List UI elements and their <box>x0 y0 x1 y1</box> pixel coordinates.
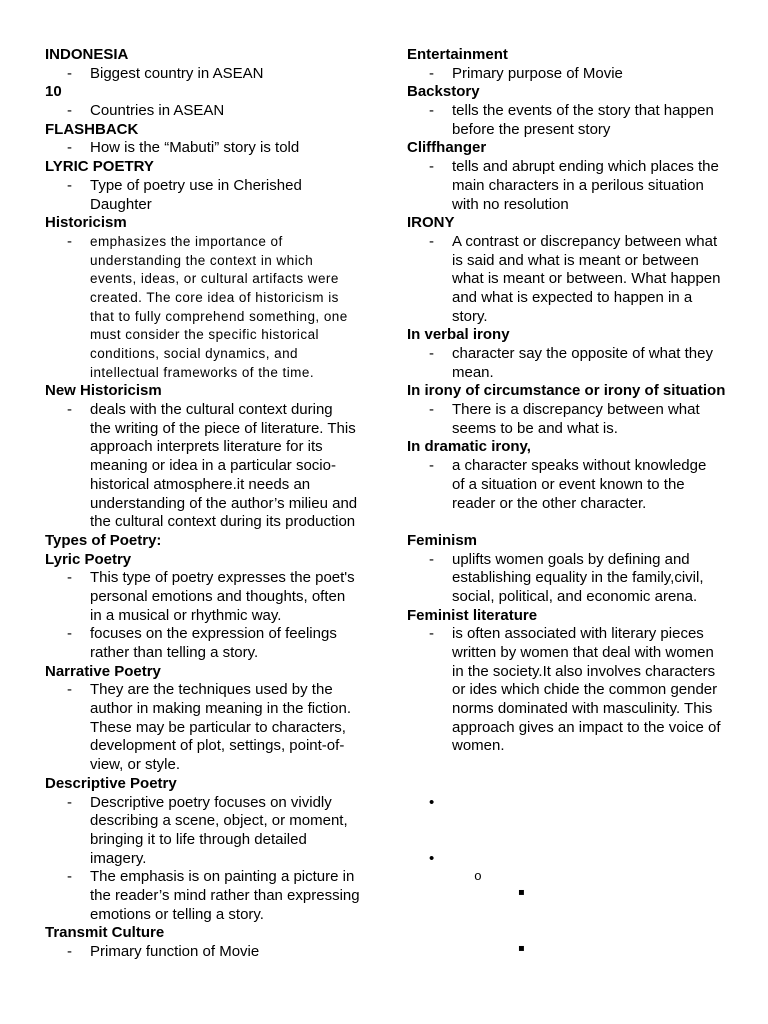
term-narrative-poetry: Narrative Poetry <box>45 662 161 680</box>
definition-text: imagery. <box>90 849 147 867</box>
entry-lyric-poetry <box>45 158 385 214</box>
definition-line <box>45 476 385 495</box>
term-cliffhanger: Cliffhanger <box>407 139 487 157</box>
definition-line <box>45 326 385 345</box>
definition-text: conditions, social dynamics, and <box>90 346 299 361</box>
definition-text: development of plot, settings, point-of- <box>90 737 345 755</box>
definition-line <box>407 569 752 588</box>
definition-line <box>45 569 385 588</box>
definition-text: focuses on the expression of feelings <box>90 625 337 643</box>
definition-text: Daughter <box>90 195 152 213</box>
dash-marker: - <box>67 681 72 699</box>
definition-text: deals with the cultural context during <box>90 401 333 419</box>
entry-types-of-poetry <box>45 532 385 551</box>
dash-marker: - <box>67 64 72 82</box>
definition-item <box>45 65 385 84</box>
bullet-marker: ▪ <box>518 886 525 898</box>
dash-marker: - <box>67 176 72 194</box>
blank-paragraph <box>407 756 752 775</box>
empty-bullet-item <box>407 794 752 813</box>
definition-text: created. The core idea of historicism is <box>90 289 339 305</box>
definition-text: This type of poetry expresses the poet's <box>90 569 355 587</box>
definition-item <box>45 102 385 121</box>
empty-bullet-item <box>407 868 752 887</box>
definition-line <box>407 588 752 607</box>
empty-line <box>407 831 752 850</box>
definition-line <box>407 177 752 196</box>
term-feminism: Feminism <box>407 531 478 549</box>
definition-line <box>407 158 752 177</box>
definition-line <box>45 233 385 252</box>
definition-text: intellectual frameworks of the time. <box>90 364 315 380</box>
term-indonesia: INDONESIA <box>45 46 129 63</box>
definition-text: understanding of the author’s milieu and <box>90 494 358 512</box>
definition-text: the writing of the piece of literature. This <box>90 419 356 437</box>
dash-marker: - <box>67 569 72 587</box>
definition-line <box>45 700 385 719</box>
definition-line <box>407 719 752 738</box>
definition-item <box>45 625 385 662</box>
definition-text: Primary function of Movie <box>90 943 260 960</box>
dash-marker: - <box>67 943 72 960</box>
definition-line <box>407 663 752 682</box>
entry-in-verbal-irony <box>407 326 752 382</box>
definition-text: approach gives an impact to the voice of <box>452 718 721 736</box>
definition-text: norms dominated with masculinity. This <box>452 700 713 718</box>
definition-line <box>407 102 752 121</box>
definition-text: in a musical or rhythmic way. <box>90 606 282 624</box>
definition-line <box>407 345 752 364</box>
entry-transmit-culture <box>45 924 385 961</box>
dash-marker: - <box>67 401 72 419</box>
definition-line <box>407 364 752 383</box>
term-entertainment: Entertainment <box>407 46 508 63</box>
definition-text: describing a scene, object, or moment, <box>90 812 348 830</box>
definition-line <box>45 102 385 121</box>
term-flashback: FLASHBACK <box>45 120 139 138</box>
definition-item <box>45 868 385 924</box>
dash-marker: - <box>429 550 434 568</box>
definition-line <box>45 887 385 906</box>
definition-line <box>45 812 385 831</box>
definition-line <box>407 401 752 420</box>
definition-line <box>407 196 752 215</box>
definition-item <box>45 233 385 383</box>
definition-line <box>45 868 385 887</box>
dash-marker: - <box>429 64 434 82</box>
bullet-marker: ▪ <box>518 943 525 954</box>
bullet-marker: o <box>474 869 482 885</box>
definition-text: approach interprets literature for its <box>90 438 323 456</box>
definition-item <box>407 345 752 382</box>
definition-line <box>45 756 385 775</box>
definition-line <box>45 644 385 663</box>
definition-line <box>45 625 385 644</box>
definition-text: and what is expected to happen in a <box>452 288 693 306</box>
definition-text: reader or the other character. <box>452 494 647 512</box>
term-feminist-literature: Feminist literature <box>407 606 538 624</box>
definition-item <box>407 625 752 756</box>
definition-item <box>407 457 752 513</box>
definition-text: A contrast or discrepancy between what <box>452 232 718 250</box>
definition-item <box>407 551 752 607</box>
definition-text: must consider the specific historical <box>90 327 319 343</box>
term-in-dramatic-irony: In dramatic irony, <box>407 438 531 456</box>
dash-marker: - <box>429 102 434 120</box>
entry-feminist-literature <box>407 607 752 757</box>
dash-marker: - <box>429 625 434 643</box>
definition-text: There is a discrepancy between what <box>452 401 700 419</box>
dash-marker: - <box>67 625 72 643</box>
bullet-marker: • <box>429 793 435 811</box>
entry-narrative-poetry <box>45 663 385 775</box>
definition-item <box>45 569 385 625</box>
definition-line <box>45 177 385 196</box>
definition-line <box>407 625 752 644</box>
dash-marker: - <box>429 401 434 419</box>
definition-text: what is meant or between. What happen <box>452 270 721 288</box>
definition-line <box>45 794 385 813</box>
definition-item <box>407 102 752 139</box>
term-lyric-poetry: Lyric Poetry <box>45 550 132 568</box>
definition-line <box>45 943 385 962</box>
blank-paragraph <box>407 812 752 831</box>
term-lyric-poetry: LYRIC POETRY <box>45 158 154 176</box>
definition-item <box>45 943 385 962</box>
blank-paragraph <box>407 513 752 532</box>
definition-text: establishing equality in the family,civil, <box>452 569 704 587</box>
left-column <box>45 46 385 962</box>
definition-text: uplifts women goals by defining and <box>452 550 690 568</box>
definition-line <box>407 457 752 476</box>
empty-line <box>407 513 752 532</box>
definition-text: They are the techniques used by the <box>90 681 333 699</box>
blank-paragraph <box>407 831 752 850</box>
dash-marker: - <box>429 158 434 176</box>
definition-text: author in making meaning in the fiction. <box>90 700 351 718</box>
definition-line <box>407 65 752 84</box>
definition-line <box>407 289 752 308</box>
empty-line <box>407 756 752 775</box>
definition-text: a character speaks without knowledge <box>452 457 707 475</box>
definition-item <box>407 65 752 84</box>
entry-historicism <box>45 214 385 382</box>
definition-line <box>407 270 752 289</box>
definition-line <box>45 588 385 607</box>
dash-marker: - <box>67 793 72 811</box>
definition-text: Primary purpose of Movie <box>452 64 623 82</box>
entry-backstory <box>407 83 752 139</box>
definition-line <box>45 719 385 738</box>
definition-line <box>407 252 752 271</box>
definition-line <box>45 607 385 626</box>
definition-text: Type of poetry use in Cherished <box>90 176 302 194</box>
dash-marker: - <box>429 345 434 362</box>
dash-marker: - <box>67 139 72 157</box>
term-irony: IRONY <box>407 214 455 232</box>
dash-marker: - <box>67 868 72 886</box>
entry-cliffhanger <box>407 139 752 214</box>
term-types-of-poetry: Types of Poetry: <box>45 531 162 549</box>
definition-line <box>45 906 385 925</box>
definition-line <box>45 681 385 700</box>
term-transmit-culture: Transmit Culture <box>45 924 165 942</box>
definition-line <box>407 495 752 514</box>
definition-text: bringing it to life through detailed <box>90 830 307 848</box>
definition-text: before the present story <box>452 120 611 138</box>
definition-line <box>45 364 385 383</box>
definition-text: women. <box>452 737 505 755</box>
definition-text: Biggest country in ASEAN <box>90 64 264 82</box>
definition-item <box>407 401 752 438</box>
definition-text: Countries in ASEAN <box>90 102 225 120</box>
empty-bullet-item <box>407 943 752 962</box>
entry-descriptive-poetry <box>45 775 385 925</box>
definition-item <box>45 177 385 214</box>
definition-text: events, ideas, or cultural artifacts were <box>90 271 339 287</box>
empty-line <box>407 924 752 943</box>
entry-in-dramatic-irony <box>407 438 752 513</box>
definition-line <box>407 476 752 495</box>
definition-line <box>45 345 385 364</box>
definition-text: Descriptive poetry focuses on vividly <box>90 793 332 811</box>
definition-line <box>407 737 752 756</box>
term-descriptive-poetry: Descriptive Poetry <box>45 774 177 792</box>
term-10: 10 <box>45 83 62 101</box>
definition-text: How is the “Mabuti” story is told <box>90 139 300 157</box>
entry-entertainment <box>407 46 752 83</box>
definition-text: with no resolution <box>452 195 569 213</box>
definition-text: the reader’s mind rather than expressing <box>90 886 360 904</box>
definition-line <box>45 850 385 869</box>
dash-marker: - <box>67 102 72 120</box>
term-in-irony-of-circumstance-or-irony-of-situation: In irony of circumstance or irony of situation <box>407 382 726 400</box>
definition-text: of a situation or event known to the <box>452 475 685 493</box>
definition-text: that to fully comprehend something, one <box>90 308 348 324</box>
definition-item <box>45 401 385 532</box>
definition-line <box>45 737 385 756</box>
definition-line <box>45 308 385 327</box>
definition-text: written by women that deal with women <box>452 644 714 661</box>
bullet-marker: • <box>429 849 435 867</box>
definition-text: historical atmosphere.it needs an <box>90 475 311 493</box>
empty-bullet-item <box>407 887 752 906</box>
definition-text: tells and abrupt ending which places the <box>452 158 719 176</box>
definition-item <box>407 233 752 326</box>
empty-line <box>407 775 752 794</box>
entry-indonesia <box>45 46 385 83</box>
definition-line <box>45 65 385 84</box>
definition-text: social, political, and economic arena. <box>452 587 698 605</box>
entry-lyric-poetry <box>45 551 385 663</box>
definition-line <box>407 644 752 663</box>
definition-text: is often associated with literary pieces <box>452 625 704 643</box>
definition-item <box>45 681 385 774</box>
definition-text: mean. <box>452 363 494 381</box>
entry-in-irony-of-circumstance-or-irony-of-situation <box>407 382 752 438</box>
term-new-historicism: New Historicism <box>45 382 162 400</box>
empty-bullet-item <box>407 850 752 869</box>
definition-text: or ides which chide the common gender <box>452 681 718 699</box>
empty-line <box>407 812 752 831</box>
definition-text: emotions or telling a story. <box>90 905 264 923</box>
definition-text: understanding the context in which <box>90 252 314 268</box>
blank-paragraph <box>407 924 752 943</box>
definition-text: rather than telling a story. <box>90 644 259 661</box>
entry-flashback <box>45 121 385 158</box>
definition-text: These may be particular to characters, <box>90 718 346 736</box>
dash-marker: - <box>67 232 72 250</box>
entry-new-historicism <box>45 382 385 532</box>
definition-text: the cultural context during its production <box>90 513 356 531</box>
entry-10 <box>45 83 385 120</box>
definition-line <box>45 438 385 457</box>
definition-line <box>45 513 385 532</box>
definition-text: story. <box>452 307 488 325</box>
definition-line <box>45 831 385 850</box>
definition-text: view, or style. <box>90 756 181 774</box>
definition-line <box>407 681 752 700</box>
definition-text: personal emotions and thoughts, often <box>90 587 346 605</box>
definition-text: meaning or idea in a particular socio- <box>90 457 336 475</box>
definition-line <box>45 420 385 439</box>
term-in-verbal-irony: In verbal irony <box>407 326 510 344</box>
definition-text: character say the opposite of what they <box>452 345 713 362</box>
blank-paragraph <box>407 775 752 794</box>
definition-line <box>45 289 385 308</box>
dash-marker: - <box>429 457 434 475</box>
definition-line <box>45 270 385 289</box>
term-backstory: Backstory <box>407 83 480 101</box>
entry-irony <box>407 214 752 326</box>
definition-line <box>45 139 385 158</box>
definition-line <box>407 121 752 140</box>
blank-paragraph <box>407 906 752 925</box>
entry-feminism <box>407 532 752 607</box>
term-historicism: Historicism <box>45 214 127 232</box>
definition-line <box>45 495 385 514</box>
definition-line <box>407 420 752 439</box>
definition-text: emphasizes the importance of <box>90 233 283 249</box>
definition-item <box>45 794 385 869</box>
right-column <box>407 46 752 962</box>
definition-line <box>45 252 385 271</box>
definition-line <box>407 233 752 252</box>
definition-line <box>407 700 752 719</box>
definition-line <box>45 401 385 420</box>
definition-text: is said and what is meant or between <box>452 251 699 269</box>
definition-item <box>407 158 752 214</box>
empty-line <box>407 906 752 925</box>
definition-item <box>45 139 385 158</box>
definition-line <box>45 196 385 215</box>
definition-line <box>45 457 385 476</box>
definition-line <box>407 308 752 327</box>
definition-line <box>407 551 752 570</box>
definition-text: The emphasis is on painting a picture in <box>90 868 355 886</box>
definition-text: in the society.It also involves characters <box>452 662 716 680</box>
definition-text: seems to be and what is. <box>452 419 618 437</box>
definition-text: tells the events of the story that happen <box>452 102 714 120</box>
definition-text: main characters in a perilous situation <box>452 176 704 194</box>
dash-marker: - <box>429 232 434 250</box>
